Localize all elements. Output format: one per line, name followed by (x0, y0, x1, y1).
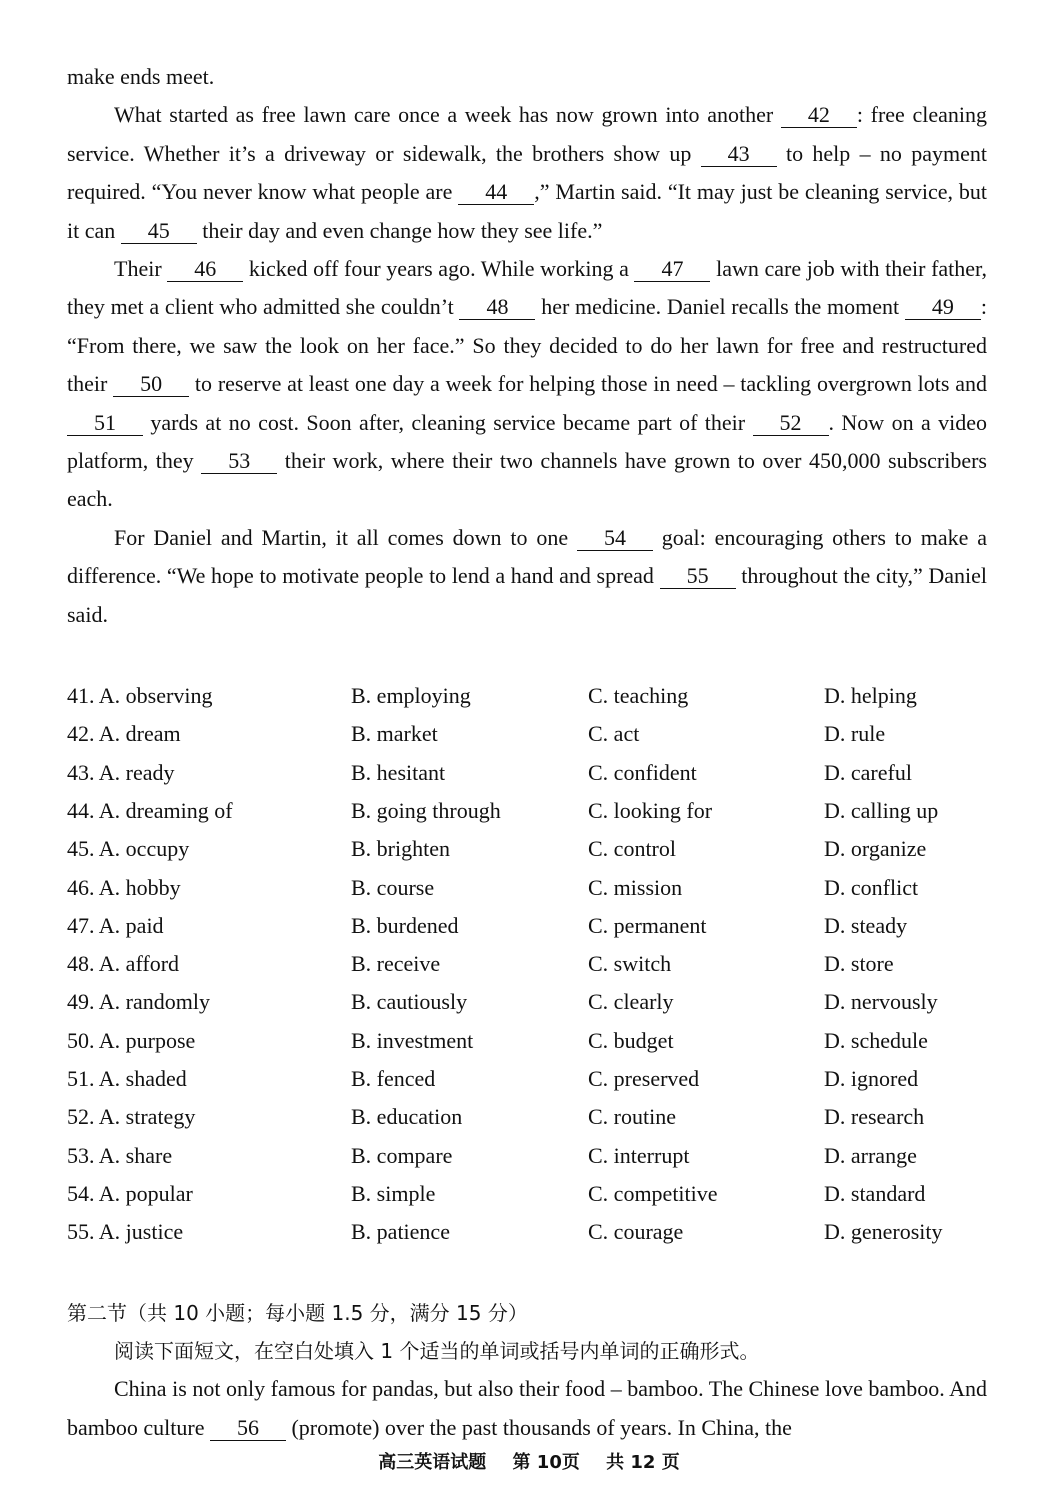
option-d: D. generosity (824, 1219, 943, 1245)
passage-text: : free cleaning service. Whether it’s a driveway or sidewalk, the brothers show up (67, 102, 988, 166)
option-d: D. conflict (824, 874, 919, 900)
option-row (67, 869, 987, 907)
option-c: C. teaching (588, 683, 689, 709)
option-row (67, 945, 987, 983)
passage-text: Their (114, 256, 168, 282)
option-a: 43. A. ready (67, 759, 175, 785)
answer-blank: 54 (577, 526, 653, 551)
option-c: C. courage (588, 1219, 684, 1245)
option-a: 47. A. paid (67, 912, 164, 938)
option-row (67, 1022, 987, 1060)
passage-paragraph (67, 1370, 987, 1447)
option-a: 50. A. purpose (67, 1027, 196, 1053)
option-b: B. brighten (351, 836, 450, 862)
answer-blank: 48 (459, 295, 535, 320)
answer-blank: 44 (458, 180, 534, 205)
answer-blank: 43 (701, 142, 777, 167)
answer-blank: 51 (67, 411, 143, 436)
option-c: C. control (588, 836, 676, 862)
option-b: B. market (351, 721, 438, 747)
option-d: D. store (824, 951, 894, 977)
answer-blank: 55 (660, 564, 736, 589)
option-row (67, 1060, 987, 1098)
option-row (67, 907, 987, 945)
option-d: D. organize (824, 836, 927, 862)
passage-text: to reserve at least one day a week for helping those in need – tackling overgrown lots and (189, 371, 987, 397)
option-b: B. fenced (351, 1066, 436, 1092)
option-c: C. competitive (588, 1180, 718, 1206)
passage-text: throughout the city,” Daniel said. (67, 563, 987, 627)
passage-text: (promote) over the past thousands of years. In China, the (285, 1414, 792, 1440)
option-a: 42. A. dream (67, 721, 181, 747)
option-d: D. rule (824, 721, 886, 747)
option-b: B. patience (351, 1219, 450, 1245)
answer-blank: 50 (113, 372, 189, 397)
option-row (67, 677, 987, 715)
option-c: C. mission (588, 874, 683, 900)
option-b: B. employing (351, 683, 471, 709)
option-row (67, 1213, 987, 1251)
passage-text: . Now on a video platform, they (67, 409, 987, 474)
passage-text: to help – no payment required. “You never know what people are (67, 140, 987, 205)
option-row (67, 792, 987, 830)
passage-text: What started as free lawn care once a week has now grown into another (114, 102, 781, 128)
answer-blank: 42 (781, 103, 857, 128)
option-d: D. careful (824, 759, 912, 785)
option-d: D. calling up (824, 797, 939, 823)
option-b: B. course (351, 874, 435, 900)
passage-text: : “From there, we saw the look on her face.” So they decided to do her lawn for free and restructured their (67, 294, 987, 397)
option-b: B. going through (351, 797, 501, 823)
footer-title: 高三英语试题 (378, 1452, 487, 1473)
option-d: D. steady (824, 912, 908, 938)
option-c: C. routine (588, 1104, 676, 1130)
option-row (67, 1137, 987, 1175)
option-row (67, 1175, 987, 1213)
passage-text: kicked off four years ago. While working a (243, 256, 635, 282)
option-b: B. investment (351, 1027, 474, 1053)
option-row (67, 830, 987, 868)
answer-blank: 47 (634, 257, 710, 282)
answer-blank: 52 (753, 411, 829, 436)
option-b: B. education (351, 1104, 463, 1130)
option-b: B. cautiously (351, 989, 468, 1015)
answer-blank: 45 (121, 219, 197, 244)
passage-text: their work, where their two channels have grown to over 450,000 subscribers each. (67, 448, 987, 512)
footer-page: 第 10页 (512, 1452, 580, 1473)
option-c: C. looking for (588, 797, 713, 823)
passage-text: China is not only famous for pandas, but also their food – bamboo. The Chinese love bamboo. And bamboo culture (67, 1376, 987, 1440)
option-a: 45. A. occupy (67, 836, 190, 862)
option-row (67, 983, 987, 1021)
option-c: C. interrupt (588, 1142, 690, 1168)
option-d: D. schedule (824, 1027, 928, 1053)
option-d: D. nervously (824, 989, 938, 1015)
option-c: C. switch (588, 951, 672, 977)
option-b: B. burdened (351, 912, 459, 938)
passage-text: lawn care job with their father, they met a client who admitted she couldn’t (67, 256, 987, 320)
option-row (67, 1098, 987, 1136)
passage-text: goal: encouraging others to make a difference. “We hope to motivate people to lend a hand and spread (67, 524, 987, 589)
option-a: 48. A. afford (67, 951, 180, 977)
option-a: 49. A. randomly (67, 989, 210, 1015)
option-c: C. act (588, 721, 640, 747)
option-c: C. confident (588, 759, 697, 785)
section-heading: 第二节（共 10 小题；每小题 1.5 分，满分 15 分） (67, 1300, 528, 1325)
answer-blank: 56 (210, 1416, 286, 1441)
option-b: B. compare (351, 1142, 453, 1168)
passage-paragraph (67, 519, 987, 634)
section-two (67, 1294, 987, 1448)
option-d: D. standard (824, 1180, 926, 1206)
footer-total: 共 12 页 (606, 1452, 680, 1473)
option-c: C. permanent (588, 912, 707, 938)
option-d: D. ignored (824, 1066, 919, 1092)
option-a: 44. A. dreaming of (67, 797, 233, 823)
options-list (67, 677, 987, 1251)
passage-text: For Daniel and Martin, it all comes down to one (114, 524, 577, 550)
option-a: 54. A. popular (67, 1180, 193, 1206)
option-c: C. preserved (588, 1066, 700, 1092)
section-instruction: 阅读下面短文，在空白处填入 1 个适当的单词或括号内单词的正确形式。 (114, 1338, 760, 1363)
passage-text: her medicine. Daniel recalls the moment (535, 294, 905, 320)
option-c: C. clearly (588, 989, 674, 1015)
option-d: D. helping (824, 683, 917, 709)
option-a: 51. A. shaded (67, 1066, 187, 1092)
option-b: B. simple (351, 1180, 436, 1206)
option-b: B. receive (351, 951, 441, 977)
option-a: 52. A. strategy (67, 1104, 196, 1130)
option-d: D. arrange (824, 1142, 917, 1168)
passage-paragraph (67, 96, 987, 250)
passage-text: their day and even change how they see life.” (196, 217, 603, 243)
answer-blank: 49 (905, 295, 981, 320)
option-a: 41. A. observing (67, 683, 213, 709)
option-row (67, 715, 987, 753)
passage-line: make ends meet. (67, 64, 215, 89)
answer-blank: 46 (167, 257, 243, 282)
passage-paragraph (67, 250, 987, 519)
option-d: D. research (824, 1104, 925, 1130)
answer-blank: 53 (201, 449, 277, 474)
page-footer (0, 1448, 1058, 1474)
option-a: 55. A. justice (67, 1219, 184, 1245)
option-a: 53. A. share (67, 1142, 173, 1168)
passage-text: ,” Martin said. “It may just be cleaning service, but it can (67, 179, 987, 243)
option-row (67, 754, 987, 792)
option-a: 46. A. hobby (67, 874, 181, 900)
passage-text: yards at no cost. Soon after, cleaning service became part of their (143, 409, 753, 435)
option-b: B. hesitant (351, 759, 446, 785)
document-page (67, 58, 987, 1447)
option-c: C. budget (588, 1027, 674, 1053)
